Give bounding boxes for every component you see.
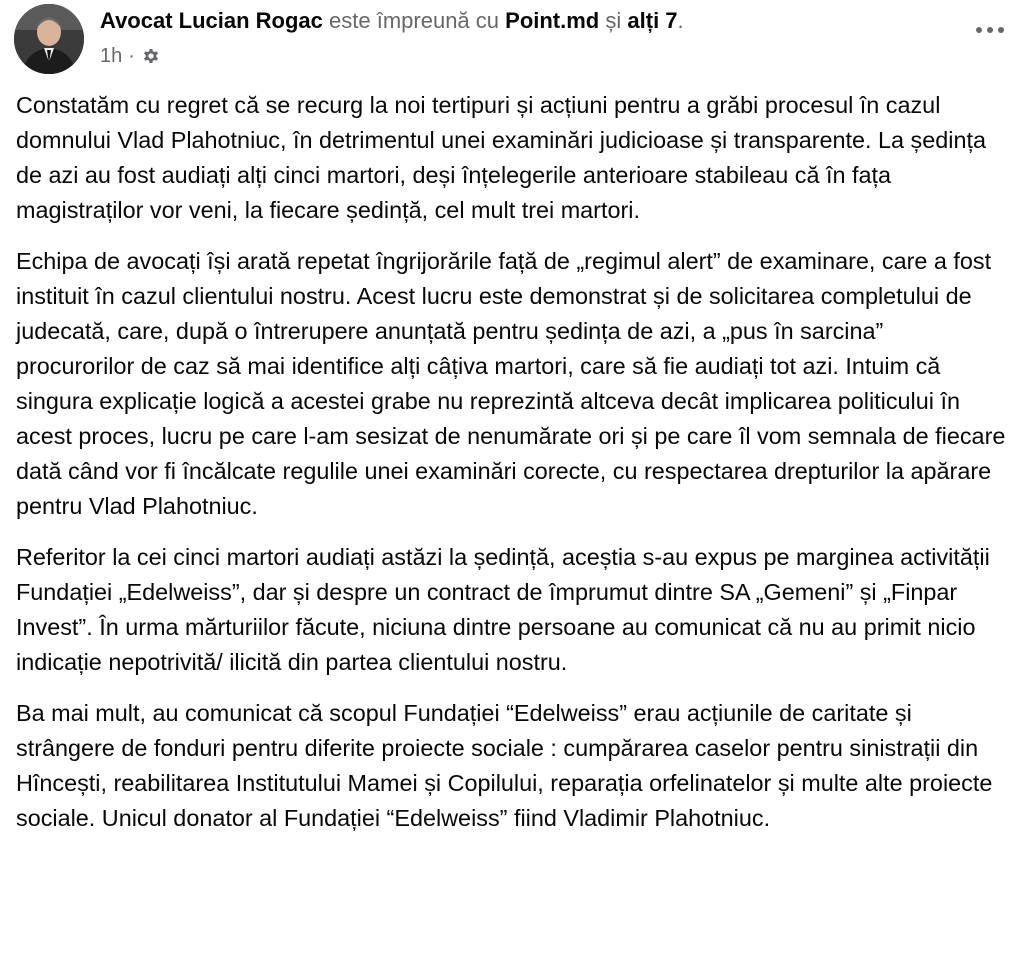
others-link[interactable]: alți 7 — [627, 8, 678, 33]
period-text: . — [677, 8, 684, 33]
meta-separator: · — [128, 45, 135, 67]
and-text: și — [605, 8, 622, 33]
post-header-text — [100, 6, 960, 68]
post-paragraph-4: Ba mai mult, au comunicat că scopul Fundației “Edelweiss” erau acțiunile de caritate și strângere de fonduri pentru diferite proiecte sociale : cumpărarea caselor pentru sinistrații din Hîncești, reabilitarea Institutului Mamei și Copilului, reparația orfelinatelor și multe alte proiecte sociale. Unicul donator al Fundației “Edelweiss” fiind Vladimir Plahotniuc. — [16, 700, 993, 831]
with-text: este împreună cu — [329, 8, 500, 33]
author-avatar[interactable] — [14, 4, 84, 74]
post-author-line — [100, 6, 960, 36]
more-dot — [998, 27, 1004, 33]
more-options-icon[interactable] — [970, 20, 1010, 40]
post-meta — [100, 44, 960, 68]
post-paragraph-3: Referitor la cei cinci martori audiați astăzi la ședință, aceștia s-au expus pe marginea activității Fundației „Edelweiss”, dar și despre un contract de împrumut dintre SA „Gemeni” și „Finpar Invest”. În urma mărturiilor făcute, niciuna dintre persoane au comunicat că nu au primit nicio indicație nepotrivită/ ilicită din partea clientului nostru. — [16, 544, 990, 675]
post-paragraph-1: Constatăm cu regret că se recurg la noi tertipuri și acțiuni pentru a grăbi procesul în cazul domnului Vlad Plahotniuc, în detrimentul unei examinări judicioase și transparente. La ședința de azi au fost audiați alți cinci martori, deși înțelegerile anterioare stabileau că în fața magistraților vor veni, la fiecare ședință, cel mult trei martori. — [16, 92, 986, 223]
post-timestamp[interactable]: 1h — [100, 45, 123, 67]
post-header — [14, 4, 1010, 76]
tagged-page-link[interactable]: Point.md — [505, 8, 600, 33]
gear-icon[interactable] — [141, 46, 161, 66]
post-body — [16, 88, 1006, 852]
more-dot — [987, 27, 993, 33]
post-paragraph-2: Echipa de avocați își arată repetat îngrijorările față de „regimul alert” de examinare, care a fost instituit în cazul clientului nostru. Acest lucru este demonstrat și de solicitarea completului de judecată, care, după o întrerupere anunțată pentru ședința de azi, a „pus în sarcina” procurorilor de caz să mai identifice alți câțiva martori, care să fie audiați tot azi. Intuim că singura explicație logică a acestei grabe nu reprezintă altceva decât implicarea politicului în acest proces, lucru pe care l-am sesizat de nenumărate ori și pe care îl vom semnala de fiecare dată când vor fi încălcate regulile unei examinări corecte, cu respectarea drepturilor la apărare pentru Vlad Plahotniuc. — [16, 248, 1006, 519]
more-dot — [976, 27, 982, 33]
author-name-link[interactable]: Avocat Lucian Rogac — [100, 8, 323, 33]
avatar-image — [14, 4, 84, 74]
